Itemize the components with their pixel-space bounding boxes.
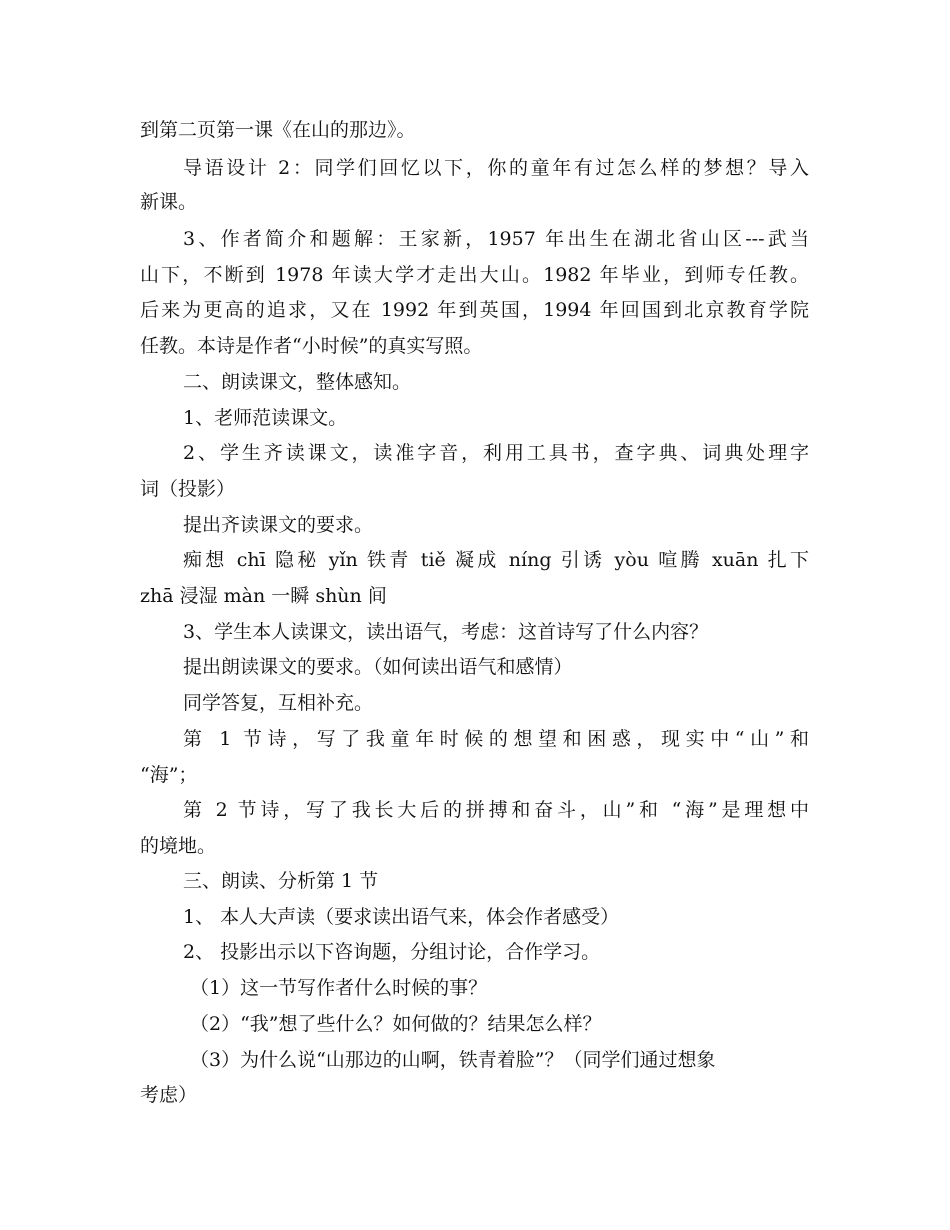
text-line-1: 到第二页第一课《在山的那边》。 bbox=[140, 119, 416, 141]
text-line-7: 任教。本诗是作者“小时候”的真实写照。 bbox=[140, 335, 483, 357]
text-line-3: 新课。 bbox=[140, 191, 198, 213]
pinyin-line-1: 痴想 chī 隐秘 yǐn 铁青 tiě 凝成 níng 引诱 yòu 喧腾 xuān 扎下 bbox=[183, 549, 809, 571]
question-2: （2）“我”想了些什么？如何做的？结果怎么样？ bbox=[190, 1013, 602, 1035]
text-line-5: 山下，不断到 1978 年读大学才走出大山。1982 年毕业，到师专任教。 bbox=[140, 264, 809, 286]
question-3: （3）为什么说“山那边的山啊，铁青着脸”？（同学们通过想象 bbox=[190, 1049, 716, 1071]
text-line-10: 2、学生齐读课文，读准字音，利用工具书，查字典、词典处理字 bbox=[183, 442, 809, 464]
text-line-16: 提出朗读课文的要求。（如何读出语气和感情） bbox=[183, 656, 573, 678]
text-line-21: 的境地。 bbox=[140, 835, 217, 857]
text-line-20: 第 2 节诗，写了我长大后的拼搏和奋斗，山”和 “海”是理想中 bbox=[183, 799, 809, 821]
text-line-2: 导语设计 2：同学们回忆以下，你的童年有过怎么样的梦想？导入 bbox=[183, 157, 809, 179]
text-line-23: 1、 本人大声读（要求读出语气来，体会作者感受） bbox=[183, 906, 620, 928]
text-line-11: 词（投影） bbox=[140, 478, 236, 500]
text-line-9: 1、老师范读课文。 bbox=[183, 407, 348, 429]
text-line-15: 3、学生本人读课文，读出语气，考虑：这首诗写了什么内容？ bbox=[183, 621, 709, 643]
text-line-24: 2、 投影出示以下咨询题，分组讨论，合作学习。 bbox=[183, 941, 601, 963]
text-line-28: 考虑） bbox=[140, 1084, 198, 1106]
text-line-4: 3、作者简介和题解：王家新，1957 年出生在湖北省山区---武当 bbox=[183, 228, 809, 250]
section-heading-2: 二、朗读课文，整体感知。 bbox=[183, 371, 412, 393]
text-line-18: 第 1 节诗，写了我童年时候的想望和困惑，现实中“山”和 bbox=[183, 728, 809, 750]
text-line-17: 同学答复，互相补充。 bbox=[183, 692, 374, 714]
question-1: （1）这一节写作者什么时候的事？ bbox=[190, 977, 488, 999]
text-line-6: 后来为更高的追求，又在 1992 年到英国，1994 年回国到北京教育学院 bbox=[140, 299, 809, 321]
pinyin-line-2: zhā 浸湿 màn 一瞬 shùn 间 bbox=[140, 585, 387, 607]
text-line-12: 提出齐读课文的要求。 bbox=[183, 514, 374, 536]
text-line-19: “海”； bbox=[140, 764, 198, 786]
section-heading-3: 三、朗读、分析第 1 节 bbox=[183, 870, 379, 892]
